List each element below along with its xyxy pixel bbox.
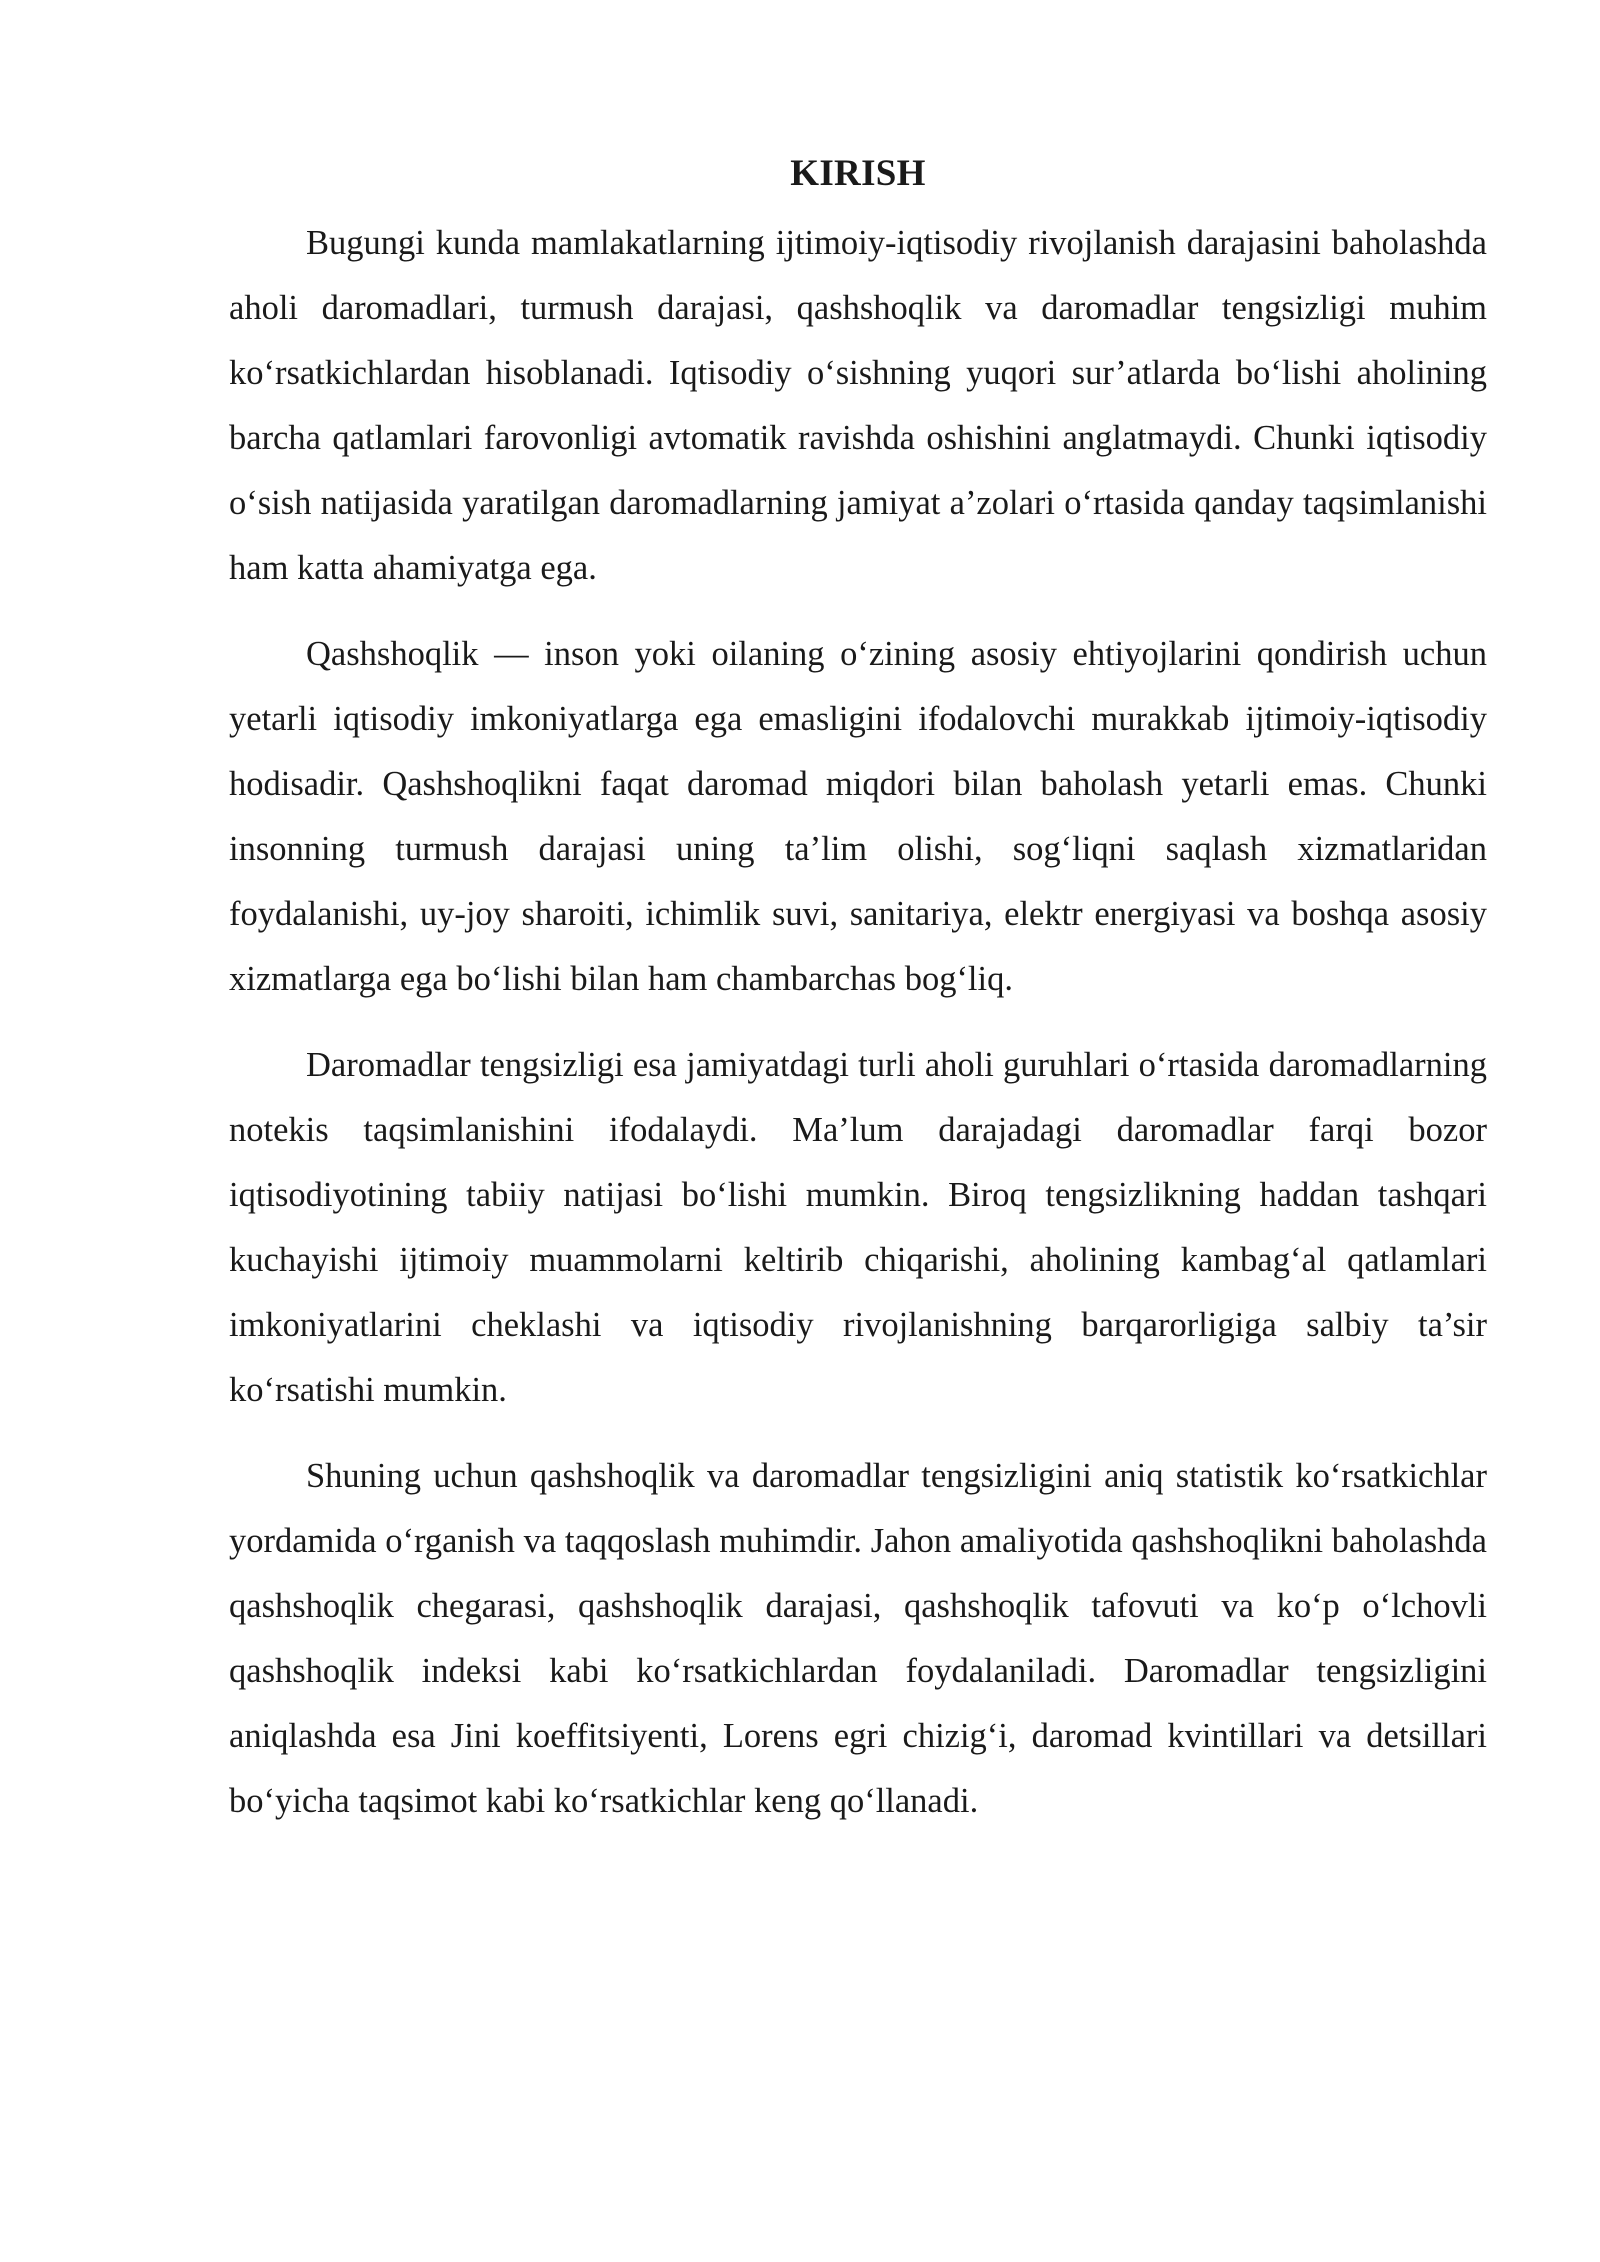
paragraph-intro: Bugungi kunda mamlakatlarning ijtimoiy-iqtisodiy rivojlanish darajasini baholashda aholi daromadlari, turmush darajasi, qashshoqlik va daromadlar tengsizligi muhim ko‘rsatkichlardan hisoblanadi. Iqtisodiy o‘sishning yuqori sur’atlarda bo‘lishi aholining barcha qatlamlari farovonligi avtomatik ravishda oshishini anglatmaydi. Chunki iqtisodiy o‘sish natijasida yaratilgan daromadlarning jamiyat a’zolari o‘rtasida qanday taqsimlanishi ham katta ahamiyatga ega. [229, 224, 1487, 587]
section-heading: KIRISH [790, 153, 926, 194]
document-body [229, 148, 1487, 1855]
paragraph-poverty: Qashshoqlik — inson yoki oilaning o‘zining asosiy ehtiyojlarini qondirish uchun yetarli iqtisodiy imkoniyatlarga ega emasligini ifodalovchi murakkab ijtimoiy-iqtisodiy hodisadir. Qashshoqlikni faqat daromad miqdori bilan baholash yetarli emas. Chunki insonning turmush darajasi uning ta’lim olishi, sog‘liqni saqlash xizmatlaridan foydalanishi, uy-joy sharoiti, ichimlik suvi, sanitariya, elektr energiyasi va boshqa asosiy xizmatlarga ega bo‘lishi bilan ham chambarchas bog‘liq. [229, 635, 1487, 998]
paragraph-indicators: Shuning uchun qashshoqlik va daromadlar tengsizligini aniq statistik ko‘rsatkichlar yordamida o‘rganish va taqqoslash muhimdir. Jahon amaliyotida qashshoqlikni baholashda qashshoqlik chegarasi, qashshoqlik darajasi, qashshoqlik tafovuti va ko‘p o‘lchovli qashshoqlik indeksi kabi ko‘rsatkichlardan foydalaniladi. Daromadlar tengsizligini aniqlashda esa Jini koeffitsiyenti, Lorens egri chizig‘i, daromad kvintillari va detsillari bo‘yicha taqsimot kabi ko‘rsatkichlar keng qo‘llanadi. [229, 1457, 1487, 1820]
paragraph-inequality: Daromadlar tengsizligi esa jamiyatdagi turli aholi guruhlari o‘rtasida daromadlarning notekis taqsimlanishini ifodalaydi. Ma’lum darajadagi daromadlar farqi bozor iqtisodiyotining tabiiy natijasi bo‘lishi mumkin. Biroq tengsizlikning haddan tashqari kuchayishi ijtimoiy muammolarni keltirib chiqarishi, aholining kambag‘al qatlamlari imkoniyatlarini cheklashi va iqtisodiy rivojlanishning barqarorligiga salbiy ta’sir ko‘rsatishi mumkin. [229, 1046, 1487, 1409]
